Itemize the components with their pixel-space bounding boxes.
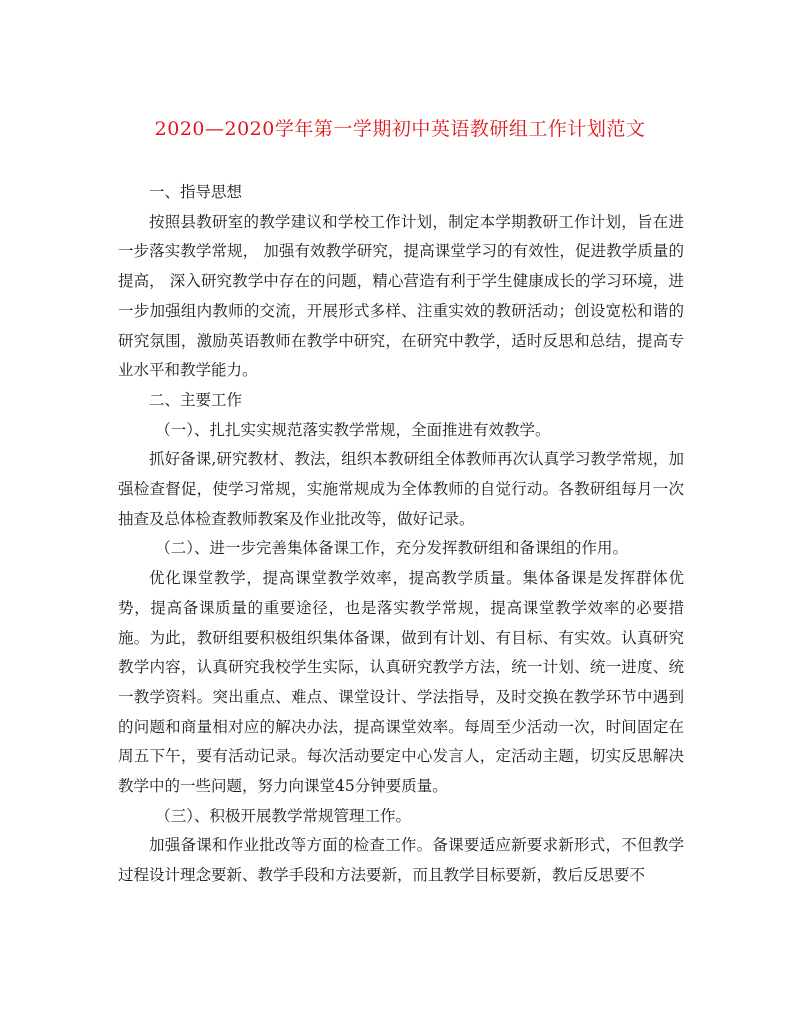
paragraph-collective-preparation: 优化课堂教学，提高课堂教学效率，提高教学质量。集体备课是发挥群体优势，提高备课质量的重要途径，也是落实教学常规，提高课堂教学效率的必要措施。为此，教研组要积极组织集体备课，做到有计划、有目标、有实效。认真研究教学内容，认真研究我校学生实际，认真研究教学方法，统一计划、统一进度、统一教学资料。突出重点、难点、课堂设计、学法指导，及时交换在教学环节中遇到的问题和商量相对应的解决办法，提高课堂效率。每周至少活动一次，时间固定在周五下午，要有活动记录。每次活动要定中心发言人，定活动主题，切实反思解决教学中的一些问题，努力向课堂45分钟要质量。: [118, 569, 684, 796]
section-heading-guiding-thought: 一、指导思想: [149, 183, 243, 201]
document-title: 2020—2020学年第一学期初中英语教研组工作计划范文: [154, 118, 646, 140]
subheading-routine-management: （三）、积极开展教学常规管理工作。: [155, 806, 411, 825]
subheading-collective-preparation: （二）、进一步完善集体备课工作，充分发挥教研组和备课组的作用。: [155, 539, 628, 558]
paragraph-routine-management: 加强备课和作业批改等方面的检查工作。备课要适应新要求新形式，不但教学过程设计理念要新、教学手段和方法要新，而且教学目标要新，教后反思要不: [118, 836, 684, 885]
paragraph-guiding-thought: 按照县教研室的教学建议和学校工作计划，制定本学期教研工作计划，旨在进一步落实教学常规， 加强有效教学研究，提高课堂学习的有效性，促进教学质量的提高， 深入研究教学中存在的问题，精心营造有利于学生健康成长的学习环境，进一步加强组内教师的交流，开展形式多样、注重实效的教研活动；创设宽松和谐的研究氛围，激励英语教师在教学中研究，在研究中教学，适时反思和总结，提高专业水平和教学能力。: [118, 212, 684, 380]
paragraph-teaching-routine: 抓好备课,研究教材、教法，组织本教研组全体教师再次认真学习教学常规，加强检查督促，使学习常规，实施常规成为全体教师的自觉行动。各教研组每月一次抽查及总体检查教师教案及作业批改等，做好记录。: [118, 450, 684, 528]
section-heading-main-work: 二、主要工作: [149, 390, 243, 409]
document-body: [118, 178, 684, 891]
subheading-teaching-routine: （一）、扎扎实实规范落实教学常规，全面推进有效教学。: [155, 420, 551, 439]
